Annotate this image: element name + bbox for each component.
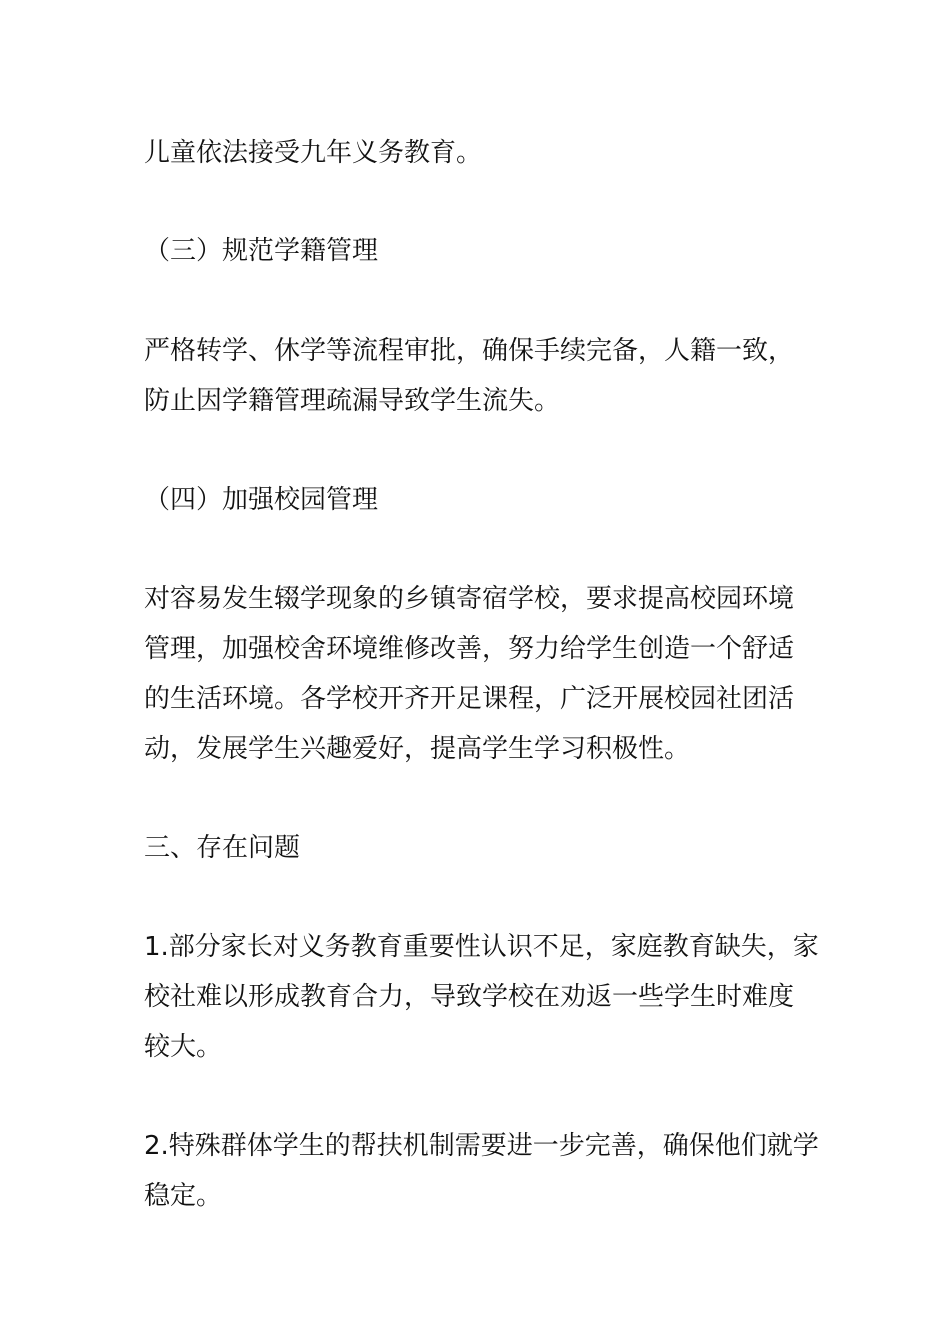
paragraph-line: 儿童依法接受九年义务教育。: [144, 138, 483, 168]
section-heading: （四）加强校园管理: [144, 485, 379, 515]
paragraph-line: 的生活环境。各学校开齐开足课程，广泛开展校园社团活: [144, 684, 795, 714]
section-heading: 三、存在问题: [144, 833, 301, 863]
paragraph-line: 对容易发生辍学现象的乡镇寄宿学校，要求提高校园环境: [144, 584, 795, 614]
paragraph-line: 稳定。: [144, 1181, 223, 1211]
paragraph-line: 2.特殊群体学生的帮扶机制需要进一步完善，确保他们就学: [144, 1131, 819, 1161]
paragraph-line: 动，发展学生兴趣爱好，提高学生学习积极性。: [144, 734, 691, 764]
paragraph-line: 管理，加强校舍环境维修改善，努力给学生创造一个舒适: [144, 634, 795, 664]
paragraph-line: 防止因学籍管理疏漏导致学生流失。: [144, 386, 561, 416]
section-heading: （三）规范学籍管理: [144, 236, 379, 266]
paragraph-line: 较大。: [144, 1032, 223, 1062]
paragraph-line: 严格转学、休学等流程审批，确保手续完备，人籍一致，: [144, 336, 795, 366]
paragraph-line: 校社难以形成教育合力，导致学校在劝返一些学生时难度: [144, 982, 795, 1012]
paragraph-line: 1.部分家长对义务教育重要性认识不足，家庭教育缺失，家: [144, 932, 819, 962]
